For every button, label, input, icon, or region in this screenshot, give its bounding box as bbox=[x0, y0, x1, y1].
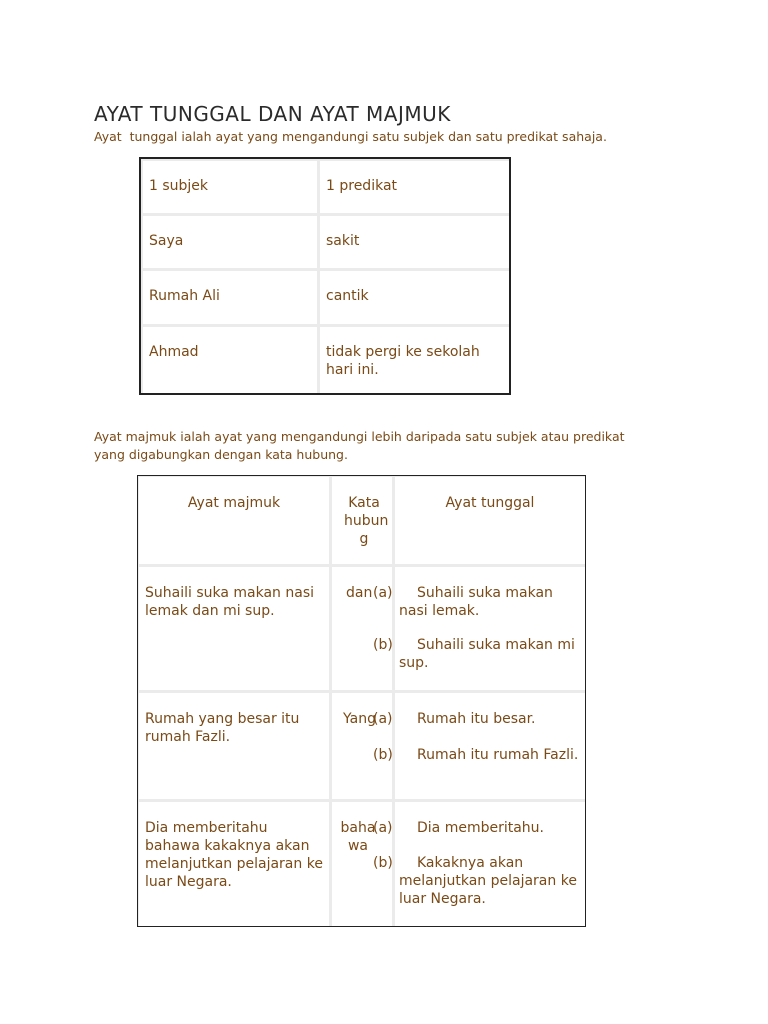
table-cell-subjek: Rumah Ali bbox=[143, 271, 317, 324]
table-cell-subjek: Saya bbox=[143, 216, 317, 268]
table-cell-majmuk: Dia memberitahu bahawa kakaknya akan melanjutkan pelajaran ke luar Negara. bbox=[139, 802, 329, 926]
table-cell-kata-hubung bbox=[332, 567, 392, 690]
table-cell-tunggal bbox=[395, 693, 585, 799]
label-a: (a) bbox=[373, 711, 393, 727]
table-cell-predikat: tidak pergi ke sekolah hari ini. bbox=[320, 327, 509, 393]
intro-majmuk-line2: yang digabungkan dengan kata hubung. bbox=[94, 447, 348, 462]
tunggal-a: Rumah itu besar. bbox=[417, 711, 536, 727]
tunggal-b: Kakaknya akan melanjutkan pelajaran ke luar Negara. bbox=[399, 855, 577, 907]
table-cell-kata-hubung bbox=[332, 802, 392, 926]
label-b: (b) bbox=[373, 637, 393, 653]
table-cell-tunggal bbox=[395, 567, 585, 690]
table-ayat-tunggal bbox=[139, 157, 511, 395]
intro-majmuk-line1: Ayat majmuk ialah ayat yang mengandungi lebih daripada satu subjek atau predikat bbox=[94, 429, 625, 444]
label-a: (a) bbox=[373, 585, 393, 601]
intro-majmuk bbox=[94, 428, 625, 464]
table-cell-majmuk: Suhaili suka makan nasi lemak dan mi sup. bbox=[139, 567, 329, 690]
table-header-tunggal: Ayat tunggal bbox=[395, 477, 585, 564]
label-b: (b) bbox=[373, 747, 393, 763]
page-title: AYAT TUNGGAL DAN AYAT MAJMUK bbox=[94, 102, 451, 126]
label-b: (b) bbox=[373, 855, 393, 871]
table-cell-kata-hubung bbox=[332, 693, 392, 799]
table-cell-subjek: Ahmad bbox=[143, 327, 317, 393]
table-cell-predikat: cantik bbox=[320, 271, 509, 324]
table-header-predikat: 1 predikat bbox=[320, 161, 509, 213]
table-header-majmuk: Ayat majmuk bbox=[139, 477, 329, 564]
table-cell-predikat: sakit bbox=[320, 216, 509, 268]
label-a: (a) bbox=[373, 820, 393, 836]
tunggal-a: Suhaili suka makan nasi lemak. bbox=[399, 585, 553, 619]
tunggal-b: Rumah itu rumah Fazli. bbox=[417, 747, 579, 763]
kata-hubung-text: baha wa bbox=[340, 820, 376, 854]
kata-hubung-text: dan bbox=[346, 585, 373, 601]
table-ayat-majmuk bbox=[137, 475, 586, 927]
tunggal-a: Dia memberitahu. bbox=[417, 820, 544, 836]
table-cell-majmuk: Rumah yang besar itu rumah Fazli. bbox=[139, 693, 329, 799]
table-cell-tunggal bbox=[395, 802, 585, 926]
kata-hubung-text: Yang bbox=[343, 711, 376, 727]
tunggal-b: Suhaili suka makan mi sup. bbox=[399, 637, 575, 671]
table-header-subjek: 1 subjek bbox=[143, 161, 317, 213]
intro-tunggal: Ayat tunggal ialah ayat yang mengandungi satu subjek dan satu predikat sahaja. bbox=[94, 129, 607, 144]
table-header-kata-hubung: Kata hubun g bbox=[332, 477, 392, 564]
